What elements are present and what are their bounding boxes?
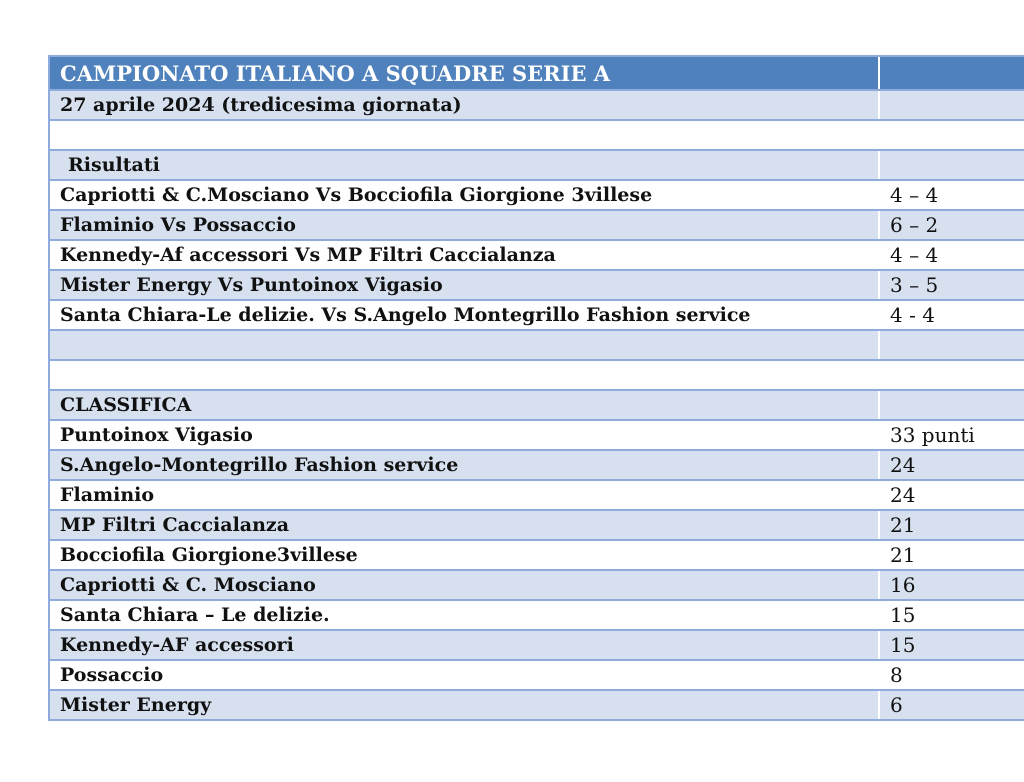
team-points: 21 [890,543,916,567]
match-score: 3 – 5 [890,273,939,297]
match-teams: Kennedy-Af accessori Vs MP Filtri Caccialanza [50,241,880,269]
table-row [50,569,1024,599]
spacer-row [50,119,1024,149]
table-title-side [880,57,1024,89]
table-row [50,299,1024,329]
table-row [50,659,1024,689]
match-teams: Flaminio Vs Possaccio [50,211,880,239]
table-row [50,539,1024,569]
team-points: 21 [890,513,916,537]
standings-heading-row [50,389,1024,419]
match-date: 27 aprile 2024 (tredicesima giornata) [50,91,880,119]
team-name: Mister Energy [50,691,880,719]
table-row [50,599,1024,629]
match-teams: Santa Chiara-Le delizie. Vs S.Angelo Montegrillo Fashion service [50,301,880,329]
standings-heading: CLASSIFICA [50,391,880,419]
team-name: Santa Chiara – Le delizie. [50,601,880,629]
date-row [50,89,1024,119]
team-points: 8 [890,663,903,687]
team-points: 15 [890,633,916,657]
table-title: CAMPIONATO ITALIANO A SQUADRE SERIE A [50,57,880,89]
team-name: Capriotti & C. Mosciano [50,571,880,599]
table-title-row [50,57,1024,89]
team-name: Puntoinox Vigasio [50,421,880,449]
results-table [48,55,1024,721]
table-row [50,689,1024,719]
match-teams: Mister Energy Vs Puntoinox Vigasio [50,271,880,299]
match-score: 6 – 2 [890,213,939,237]
team-name: Flaminio [50,481,880,509]
match-score: 4 – 4 [890,243,939,267]
team-points: 16 [890,573,916,597]
spacer-row [50,359,1024,389]
results-heading: Risultati [50,151,880,179]
team-name: Bocciofila Giorgione3villese [50,541,880,569]
table-row [50,239,1024,269]
table-row [50,209,1024,239]
table-row [50,419,1024,449]
team-points: 24 [890,483,916,507]
table-row [50,179,1024,209]
match-score: 4 - 4 [890,303,935,327]
team-name: Possaccio [50,661,880,689]
match-teams: Capriotti & C.Mosciano Vs Bocciofila Giorgione 3villese [50,181,880,209]
table-row [50,449,1024,479]
table-row [50,269,1024,299]
team-name: S.Angelo-Montegrillo Fashion service [50,451,880,479]
results-heading-row [50,149,1024,179]
table-row [50,509,1024,539]
table-row [50,479,1024,509]
team-points: 15 [890,603,916,627]
team-name: Kennedy-AF accessori [50,631,880,659]
table-row [50,629,1024,659]
team-points: 6 [890,693,903,717]
match-score: 4 – 4 [890,183,939,207]
spacer-row [50,329,1024,359]
team-name: MP Filtri Caccialanza [50,511,880,539]
team-points: 24 [890,453,916,477]
team-points: 33 punti [890,423,975,447]
